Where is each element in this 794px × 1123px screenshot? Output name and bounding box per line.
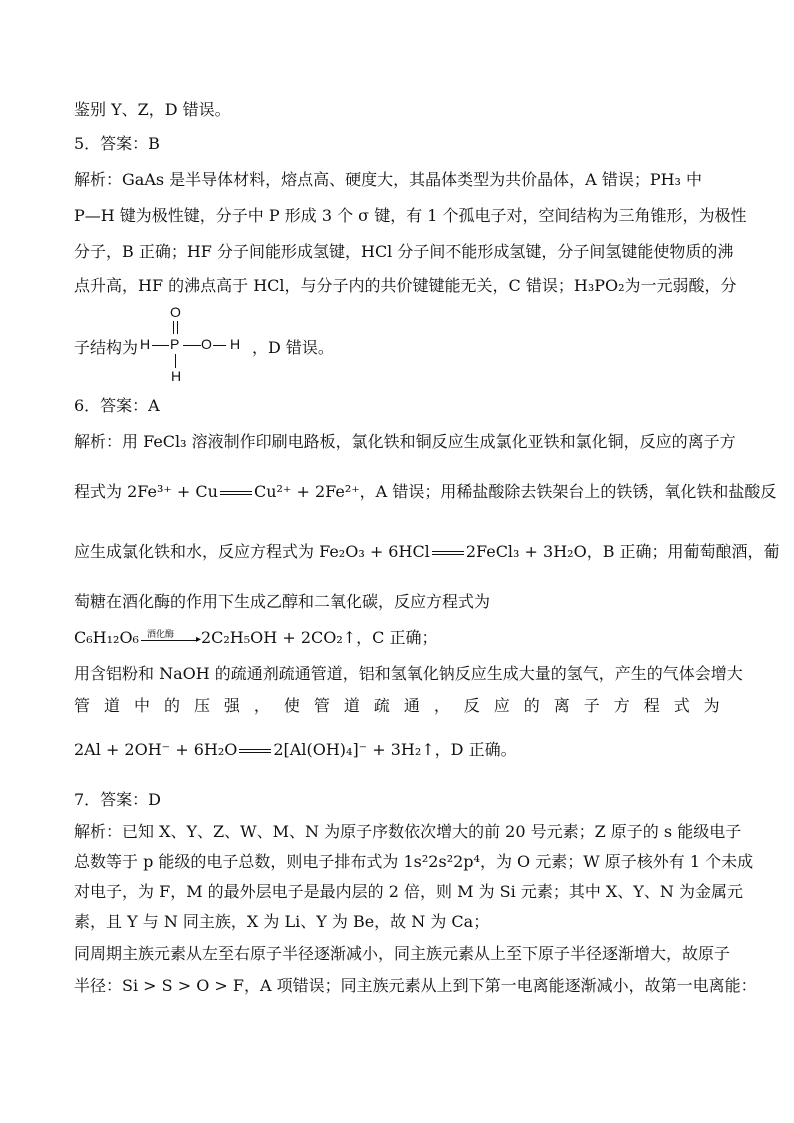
text-line: P—H 键为极性键，分子中 P 形成 3 个 σ 键，有 1 个孤电子对，空间结构为三角锥形，为极性 <box>74 206 747 225</box>
atom-p: P <box>170 336 180 352</box>
reaction-arrow: 酒化酶 ▸ <box>139 629 201 649</box>
text-fragment: ，D 错误。 <box>252 338 334 357</box>
equals-sign <box>430 543 466 563</box>
atom-h-left: H <box>140 336 151 352</box>
answer-header-7: 7．答案：D <box>74 790 162 809</box>
equation-line <box>74 482 776 503</box>
text-line: 同周期主族元素从左至右原子半径逐渐减小，同主族元素从上至下原子半径逐渐增大，故原子 <box>74 944 731 963</box>
text-line: 鉴别 Y、Z，D 错误。 <box>74 100 231 119</box>
text-fragment: 程式为 2Fe³⁺ + Cu <box>74 482 218 501</box>
text-line: 解析：GaAs 是半导体材料，熔点高、硬度大，其晶体类型为共价晶体，A 错误；PH₃ 中 <box>74 170 703 189</box>
text-fragment: 2C₂H₅OH + 2CO₂↑，C 正确； <box>200 628 438 647</box>
text-fragment: C₆H₁₂O₆ <box>74 628 139 647</box>
arrow-label: 酒化酶 <box>146 629 174 640</box>
text-fragment: 2Al + 2OH⁻ + 6H₂O <box>74 740 238 759</box>
text-line: 对电子，为 F，M 的最外层电子是最内层的 2 倍，则 M 为 Si 元素；其中 X、Y、N 为金属元 <box>74 882 743 901</box>
text-fragment: 2FeCl₃ + 3H₂O <box>465 542 587 561</box>
text-fragment: ，B 正确；用葡萄酿酒，葡 <box>586 542 780 561</box>
text-fragment: ，A 错误；用稀盐酸除去铁架台上的铁锈，氧化铁和盐酸反 <box>359 482 777 501</box>
text-line: 素，且 Y 与 N 同主族，X 为 Li、Y 为 Be，故 N 为 Ca； <box>74 912 490 931</box>
text-line: 点升高，HF 的沸点高于 HCl，与分子内的共价键键能无关，C 错误；H₃PO₂为一元弱酸，分 <box>74 276 737 295</box>
text-line: 总数等于 p 能级的电子总数，则电子排布式为 1s²2s²2p⁴，为 O 元素；W 原子核外有 1 个未成 <box>74 852 754 871</box>
text-line <box>74 338 138 358</box>
text-line: 解析：用 FeCl₃ 溶液制作印刷电路板，氯化铁和铜反应生成氯化亚铁和氯化铜，反应的离子方 <box>74 432 736 451</box>
equation-line <box>74 628 438 649</box>
answer-header-5: 5．答案：B <box>74 134 160 153</box>
text-fragment: 应生成氯化铁和水，反应方程式为 Fe₂O₃ + 6HCl <box>74 542 430 561</box>
equals-sign <box>218 483 254 503</box>
atom-h-bottom: H <box>171 368 182 384</box>
text-line: 用含铝粉和 NaOH 的疏通剂疏通管道，铝和氢氧化钠反应生成大量的氢气，产生的气体会增大 <box>74 664 743 683</box>
text-line: 分子，B 正确；HF 分子间能形成氢键，HCl 分子间不能形成氢键，分子间氢键能使物质的沸 <box>74 242 734 261</box>
text-line-spaced: 管 道 中 的 压 强 ， 使 管 道 疏 通 ， 反 应 的 离 子 方 程 式 为 <box>74 696 720 715</box>
answer-header-6: 6．答案：A <box>74 396 160 415</box>
equation-line <box>74 740 517 761</box>
equation-line <box>74 542 780 563</box>
atom-o-right: O <box>201 336 212 352</box>
equals-sign <box>237 741 273 761</box>
text-line: 萄糖在酒化酶的作用下生成乙醇和二氧化碳，反应方程式为 <box>74 592 491 611</box>
text-line: 解析：已知 X、Y、Z、W、M、N 为原子序数依次增大的前 20 号元素；Z 原子的 s 能级电子 <box>74 822 742 841</box>
atom-h-right: H <box>230 336 241 352</box>
text-fragment: 子结构为 <box>74 338 139 357</box>
text-fragment: Cu²⁺ + 2Fe²⁺ <box>253 482 360 501</box>
text-fragment: 2[Al(OH)₄]⁻ + 3H₂↑，D 正确。 <box>273 740 517 759</box>
text-line: 半径：Si > S > O > F，A 项错误；同主族元素从上到下第一电离能逐渐减小，故第一电离能： <box>74 976 757 995</box>
h3po2-structure <box>138 304 248 384</box>
atom-o-top: O <box>170 304 181 320</box>
